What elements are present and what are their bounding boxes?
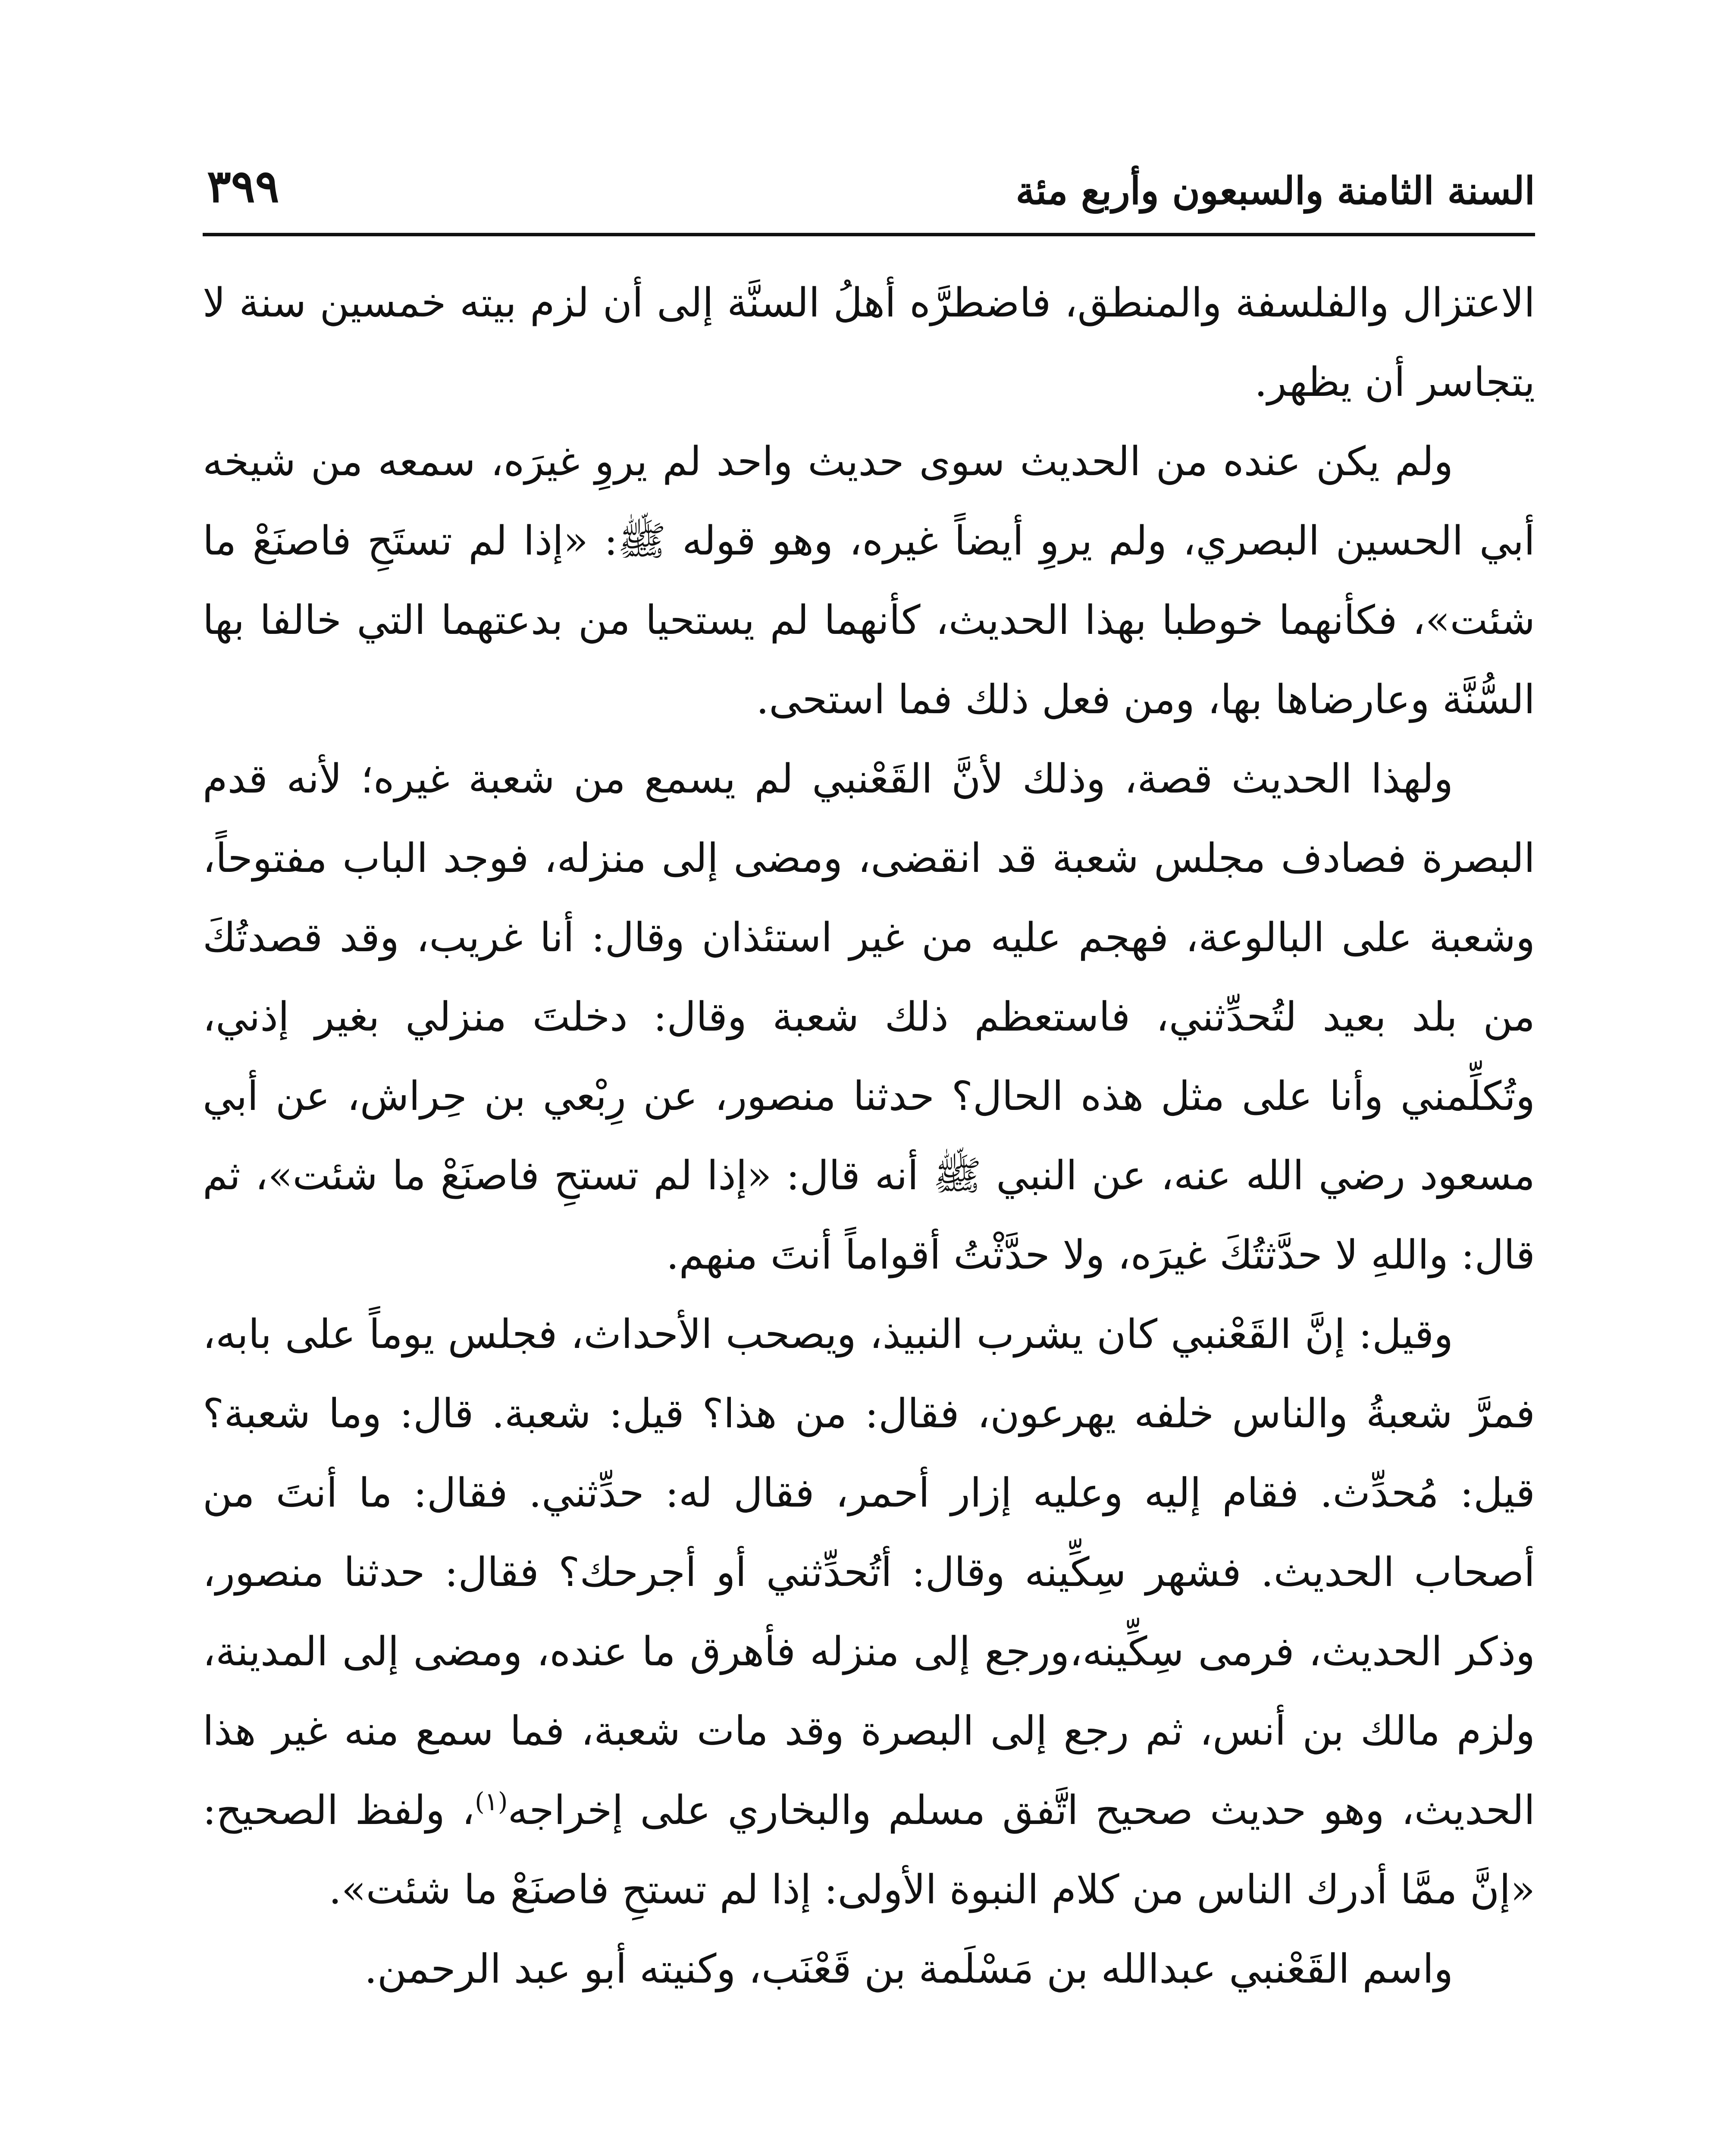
footnote-reference[interactable]: (١) [475, 1787, 508, 1816]
paragraph-name: واسم القَعْنبي عبدالله بن مَسْلَمة بن قَعْنَب، وكنيته أبو عبد الرحمن. [364, 1946, 1453, 1992]
book-page [203, 155, 1535, 2156]
paragraph-alternate-story [203, 1294, 1535, 1929]
paragraph-alternate-story-end: ، ولفظ الصحيح: «إنَّ ممَّا أدرك الناس من كلام النبوة الأولى: إذا لم تستحِ فاصنَعْ ما شئت». [203, 1787, 1535, 1913]
paragraph-continuation: الاعتزال والفلسفة والمنطق، فاضطرَّه أهلُ السنَّة إلى أن لزم بيته خمسين سنة لا يتجاسر أن يظهر. [203, 279, 1535, 405]
paragraph-hadith: ولم يكن عنده من الحديث سوى حديث واحد لم يروِ غيرَه، سمعه من شيخه أبي الحسين البصري، ولم يروِ أيضاً غيره، وهو قوله ﷺ: «إذا لم تستَحِ فاصنَعْ ما شئت»، فكأنهما خوطبا بهذا الحديث، كأنهما لم يستحيا من بدعتهما التي خالفا بها السُّنَّة وعارضاها بها، ومن فعل ذلك فما استحى. [203, 438, 1535, 723]
body-text [203, 263, 1535, 2009]
header-rule [203, 233, 1535, 236]
page-header [203, 155, 1535, 233]
paragraph-alternate-story-text: وقيل: إنَّ القَعْنبي كان يشرب النبيذ، ويصحب الأحداث، فجلس يوماً على بابه، فمرَّ شعبةُ والناس خلفه يهرعون، فقال: من هذا؟ قيل: شعبة. قال: وما شعبة؟ قيل: مُحدِّث. فقام إليه وعليه إزار أحمر، فقال له: حدِّثني. فقال: ما أنتَ من أصحاب الحديث. فشهر سِكِّينه وقال: أتُحدِّثني أو أجرحك؟ فقال: حدثنا منصور، وذكر الحديث، فرمى سِكِّينه،ورجع إلى منزله فأهرق ما عنده، ومضى إلى المدينة، ولزم مالك بن أنس، ثم رجع إلى البصرة وقد مات شعبة، فما سمع منه غير هذا الحديث، وهو حديث صحيح اتَّفق مسلم والبخاري على إخراجه [203, 1311, 1535, 1833]
paragraph-story: ولهذا الحديث قصة، وذلك لأنَّ القَعْنبي لم يسمع من شعبة غيره؛ لأنه قدم البصرة فصادف مجلس شعبة قد انقضى، ومضى إلى منزله، فوجد الباب مفتوحاً، وشعبة على البالوعة، فهجم عليه من غير استئذان وقال: أنا غريب، وقد قصدتُكَ من بلد بعيد لتُحدِّثني، فاستعظم ذلك شعبة وقال: دخلتَ منزلي بغير إذني، وتُكلِّمني وأنا على مثل هذه الحال؟ حدثنا منصور، عن رِبْعي بن حِراش، عن أبي مسعود رضي الله عنه، عن النبي ﷺ أنه قال: «إذا لم تستحِ فاصنَعْ ما شئت»، ثم قال: واللهِ لا حدَّثتُكَ غيرَه، ولا حدَّثْتُ أقواماً أنتَ منهم. [203, 755, 1535, 1278]
page-number: ٣٩٩ [207, 160, 279, 213]
running-head: السنة الثامنة والسبعون وأربع مئة [1015, 168, 1535, 213]
